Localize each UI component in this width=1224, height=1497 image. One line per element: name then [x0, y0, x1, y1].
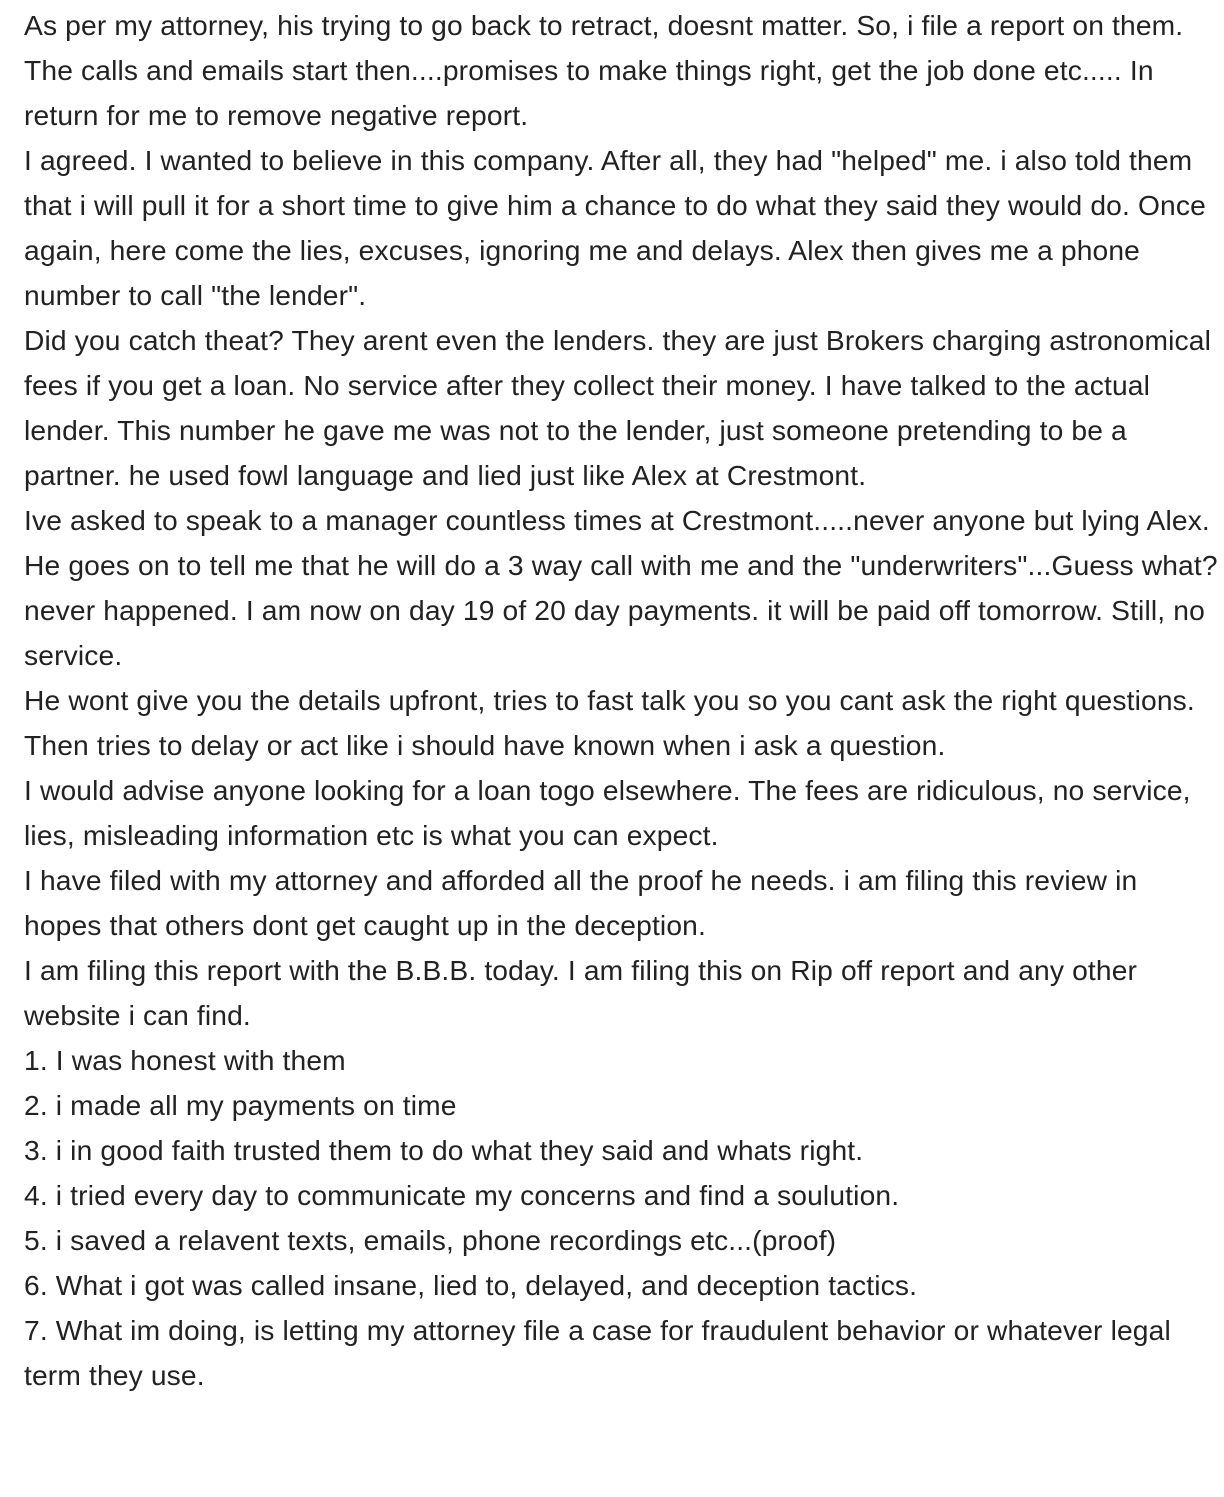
review-paragraph: I agreed. I wanted to believe in this company. After all, they had "helped" me. i also told them that i will pull it for a short time to give him a chance to do what they said they would do. Once again, here come the lies, excuses, ignoring me and delays. Alex then gives me a phone number to call "the lender".: [24, 144, 1206, 311]
review-paragraph: I would advise anyone looking for a loan togo elsewhere. The fees are ridiculous, no service, lies, misleading information etc is what you can expect.: [24, 774, 1191, 851]
review-paragraph: I have filed with my attorney and afforded all the proof he needs. i am filing this review in hopes that others dont get caught up in the deception.: [24, 864, 1138, 941]
review-paragraph: Ive asked to speak to a manager countless times at Crestmont.....never anyone but lying Alex. He goes on to tell me that he will do a 3 way call with me and the "underwriters"...Guess what? never happened. I am now on day 19 of 20 day payments. it will be paid off tomorrow. Still, no service.: [24, 504, 1218, 671]
review-text: [24, 3, 1220, 1398]
list-item: 2. i made all my payments on time: [24, 1089, 457, 1121]
list-item: 1. I was honest with them: [24, 1044, 346, 1076]
review-paragraph: I am filing this report with the B.B.B. today. I am filing this on Rip off report and any other website i can find.: [24, 954, 1138, 1031]
review-paragraph: As per my attorney, his trying to go back to retract, doesnt matter. So, i file a report on them. The calls and emails start then....promises to make things right, get the job done etc..... In return for me to remove negative report.: [24, 9, 1184, 131]
list-item: 4. i tried every day to communicate my concerns and find a soulution.: [24, 1179, 900, 1211]
list-item: 3. i in good faith trusted them to do what they said and whats right.: [24, 1134, 864, 1166]
review-paragraph: He wont give you the details upfront, tries to fast talk you so you cant ask the right questions. Then tries to delay or act like i should have known when i ask a question.: [24, 684, 1195, 761]
review-paragraph: Did you catch theat? They arent even the lenders. they are just Brokers charging astronomical fees if you get a loan. No service after they collect their money. I have talked to the actual lender. This number he gave me was not to the lender, just someone pretending to be a partner. he used fowl language and lied just like Alex at Crestmont.: [24, 324, 1211, 491]
list-item: 6. What i got was called insane, lied to, delayed, and deception tactics.: [24, 1269, 918, 1301]
list-item: 5. i saved a relavent texts, emails, phone recordings etc...(proof): [24, 1224, 837, 1256]
list-item: 7. What im doing, is letting my attorney file a case for fraudulent behavior or whatever legal term they use.: [24, 1314, 1171, 1391]
review-list: [24, 1038, 1220, 1398]
